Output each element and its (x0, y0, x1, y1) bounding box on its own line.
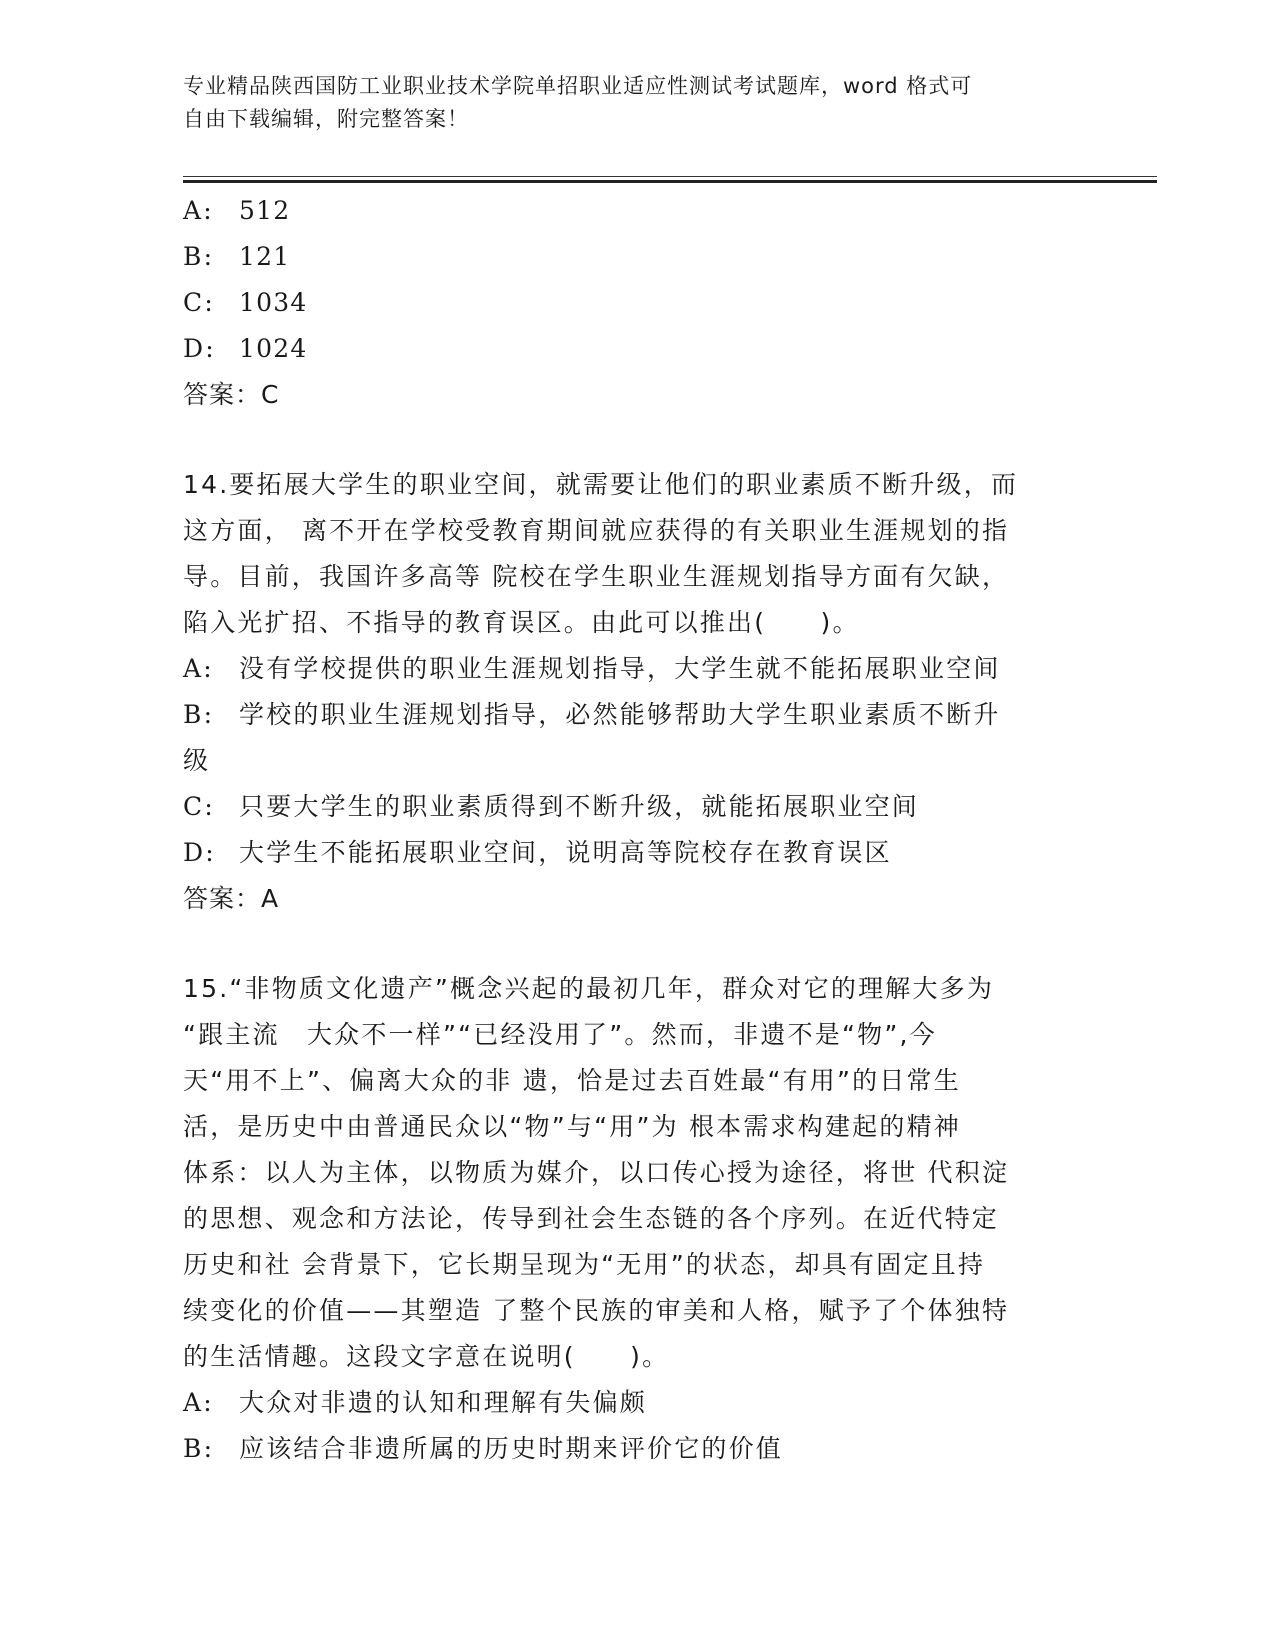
option-d: D: 1024 (183, 334, 308, 363)
question-14-line: 这方面， 离不开在学校受教育期间就应获得的有关职业生涯规划的指 (183, 516, 1010, 545)
option-c: C: 1034 (183, 288, 308, 317)
header-line-1: 专业精品陕西国防工业职业技术学院单招职业适应性测试考试题库，word 格式可 (183, 74, 973, 98)
question-content (183, 188, 1083, 1472)
header-divider-thick (183, 180, 1157, 183)
question-15-line: 的生活情趣。这段文字意在说明( )。 (183, 1342, 670, 1371)
question-14-line: 陷入光扩招、不指导的教育误区。由此可以推出( )。 (183, 608, 860, 637)
question-14-answer: 答案：A (183, 884, 280, 913)
question-13-answer: 答案：C (183, 380, 280, 409)
option-b: B: 应该结合非遗所属的历史时期来评价它的价值 (183, 1434, 784, 1463)
question-15-line: 活，是历史中由普通民众以“物”与“用”为 根本需求构建起的精神 (183, 1112, 961, 1141)
option-a: A: 没有学校提供的职业生涯规划指导，大学生就不能拓展职业空间 (183, 654, 1001, 683)
question-15-line: 天“用不上”、偏离大众的非 遗，恰是过去百姓最“有用”的日常生 (183, 1066, 961, 1095)
option-a: A: 大众对非遗的认知和理解有失偏颇 (183, 1388, 648, 1417)
spacer (183, 922, 1083, 966)
question-15-stem (183, 966, 1033, 1380)
spacer (183, 418, 1083, 462)
question-14-line: 导。目前，我国许多高等 院校在学生职业生涯规划指导方面有欠缺， (183, 562, 1010, 591)
document-header (183, 70, 1063, 136)
option-a: A: 512 (183, 196, 291, 225)
question-15-line: 体系：以人为主体，以物质为媒介，以口传心授为途径，将世 代积淀 (183, 1158, 1010, 1187)
option-b: B: 学校的职业生涯规划指导，必然能够帮助大学生职业素质不断升 (183, 700, 1001, 729)
question-15-line: “跟主流 大众不一样”“已经没用了”。然而，非遗不是“物”,今 (183, 1020, 937, 1049)
question-14-line: 14.要拓展大学生的职业空间，就需要让他们的职业素质不断升级，而 (183, 470, 1019, 499)
question-15-line: 的思想、观念和方法论，传导到社会生态链的各个序列。在近代特定 (183, 1204, 1000, 1233)
option-b: B: 121 (183, 242, 291, 271)
question-15-line: 历史和社 会背景下，它长期呈现为“无用”的状态，却具有固定且持 (183, 1250, 986, 1279)
header-divider-thin (183, 176, 1157, 177)
option-d: D: 大学生不能拓展职业空间，说明高等院校存在教育误区 (183, 838, 892, 867)
option-c: C: 只要大学生的职业素质得到不断升级，就能拓展职业空间 (183, 792, 920, 821)
question-14-stem (183, 462, 1033, 646)
option-b-continuation: 级 (183, 746, 211, 775)
header-line-2: 自由下载编辑，附完整答案！ (183, 107, 469, 131)
question-15-line: 续变化的价值——其塑造 了整个民族的审美和人格，赋予了个体独特 (183, 1296, 1010, 1325)
question-15-line: 15.“非物质文化遗产”概念兴起的最初几年，群众对它的理解大多为 (183, 974, 995, 1003)
question-13-options (183, 188, 1083, 372)
